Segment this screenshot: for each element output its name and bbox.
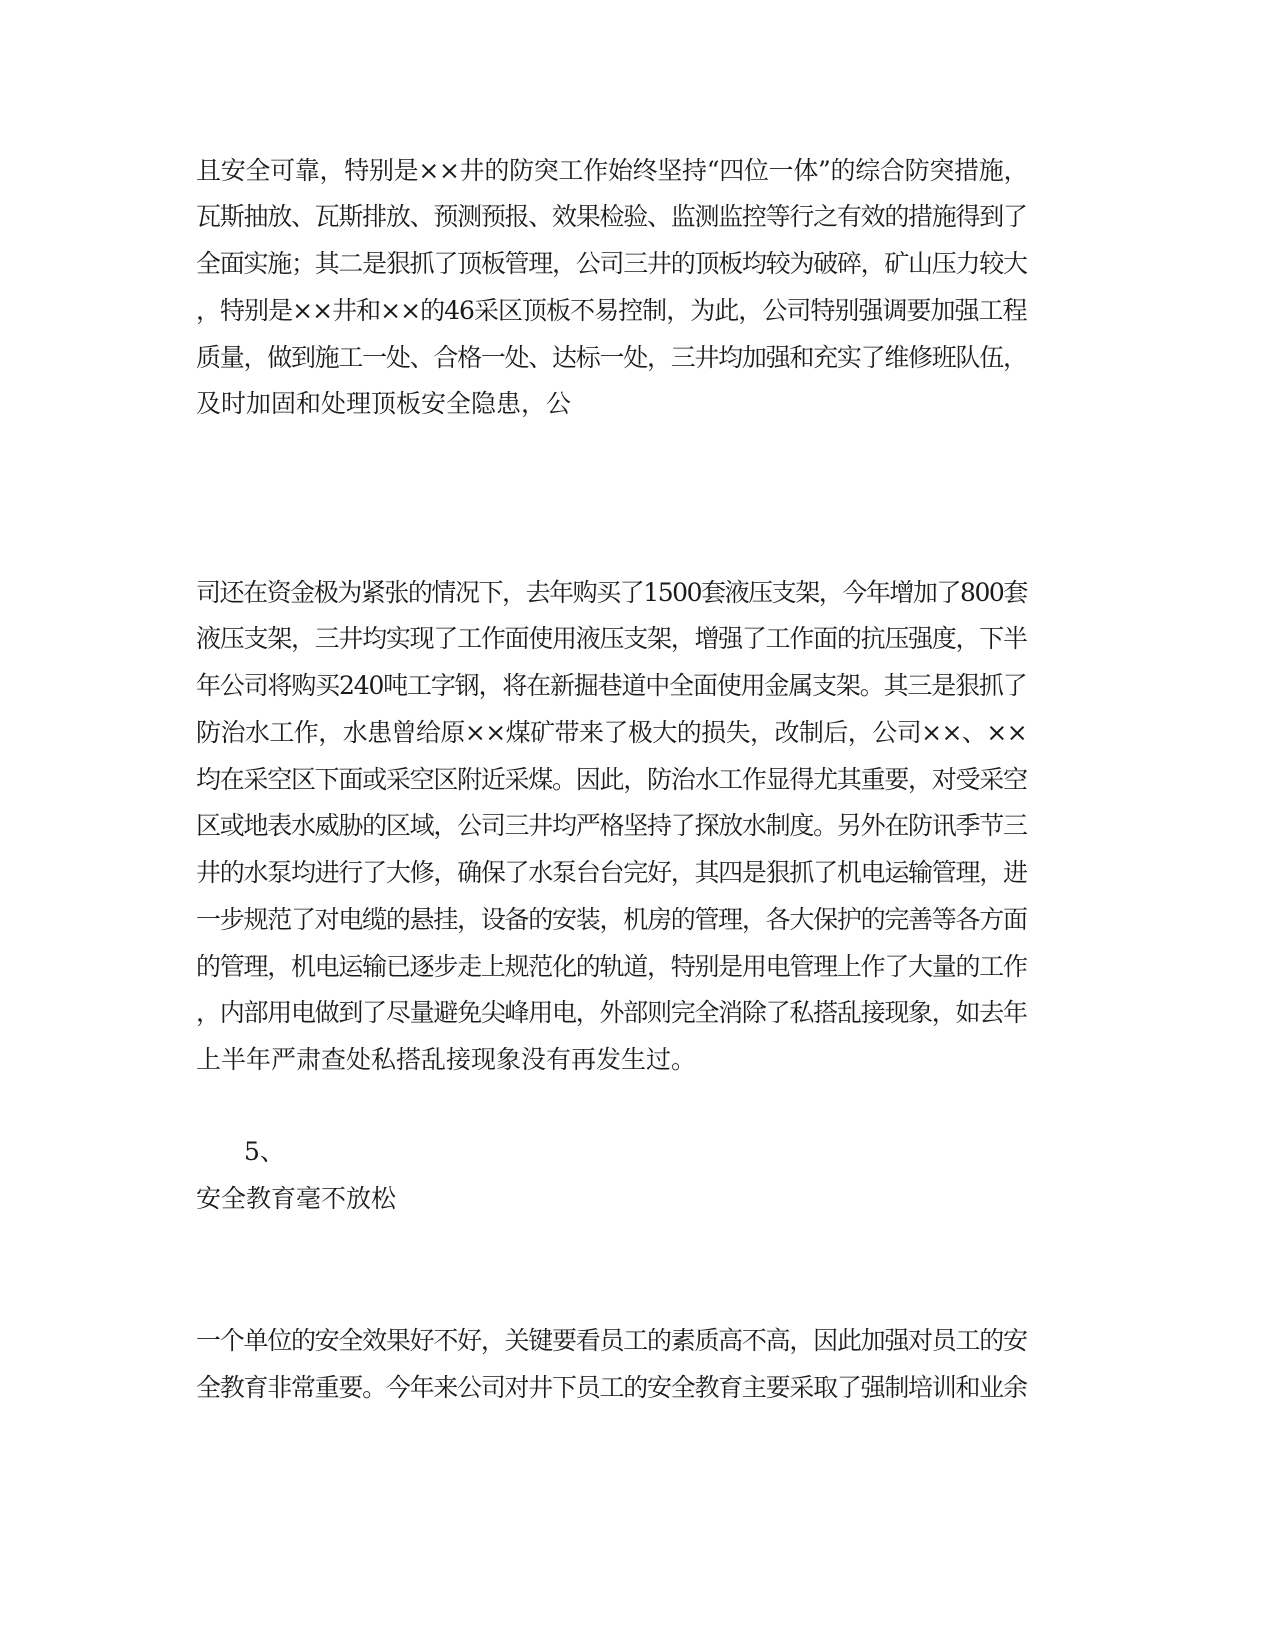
paragraph-2-line-1: 司还在资金极为紧张的情况下，去年购买了1500套液压支架，今年增加了800套 xyxy=(196,578,1027,607)
paragraph-3-line-1: 一个单位的安全效果好不好，关键要看员工的素质高不高，因此加强对员工的安 xyxy=(196,1326,1027,1355)
paragraph-2-line-9: 的管理，机电运输已逐步走上规范化的轨道，特别是用电管理上作了大量的工作 xyxy=(196,952,1027,981)
paragraph-2-line-6: 区或地表水威胁的区域，公司三井均严格坚持了探放水制度。另外在防讯季节三 xyxy=(196,811,1027,840)
paragraph-2-line-8: 一步规范了对电缆的悬挂，设备的安装，机房的管理，各大保护的完善等各方面 xyxy=(196,905,1027,934)
paragraph-2-line-3: 年公司将购买240吨工字钢，将在新掘巷道中全面使用金属支架。其三是狠抓了 xyxy=(196,671,1027,700)
paragraph-2-line-10: ，内部用电做到了尽量避免尖峰用电，外部则完全消除了私搭乱接现象，如去年 xyxy=(196,998,1027,1027)
section-heading: 安全教育毫不放松 xyxy=(196,1184,397,1213)
paragraph-3-line-2: 全教育非常重要。今年来公司对井下员工的安全教育主要采取了强制培训和业余 xyxy=(196,1373,1027,1402)
paragraph-1-line-4: ，特别是××井和××的46采区顶板不易控制，为此，公司特别强调要加强工程 xyxy=(196,296,1027,325)
paragraph-2-line-11: 上半年严肃查处私搭乱接现象没有再发生过。 xyxy=(196,1045,697,1074)
paragraph-1-line-6: 及时加固和处理顶板安全隐患，公 xyxy=(196,389,572,418)
section-number: 5、 xyxy=(244,1137,285,1166)
paragraph-2-line-7: 井的水泵均进行了大修，确保了水泵台台完好，其四是狠抓了机电运输管理，进 xyxy=(196,858,1027,887)
paragraph-1-line-1: 且安全可靠，特别是××井的防突工作始终坚持“四位一体”的综合防突措施， xyxy=(196,156,1029,185)
paragraph-1-line-3: 全面实施；其二是狠抓了顶板管理，公司三井的顶板均较为破碎，矿山压力较大 xyxy=(196,249,1027,278)
paragraph-2-line-2: 液压支架，三井均实现了工作面使用液压支架，增强了工作面的抗压强度，下半 xyxy=(196,624,1027,653)
paragraph-2-line-5: 均在采空区下面或采空区附近采煤。因此，防治水工作显得尤其重要，对受采空 xyxy=(196,765,1027,794)
paragraph-1-line-2: 瓦斯抽放、瓦斯排放、预测预报、效果检验、监测监控等行之有效的措施得到了 xyxy=(196,202,1027,231)
paragraph-2-line-4: 防治水工作，水患曾给原××煤矿带来了极大的损失，改制后，公司××、×× xyxy=(196,718,1028,747)
paragraph-1-line-5: 质量，做到施工一处、合格一处、达标一处，三井均加强和充实了维修班队伍， xyxy=(196,343,1027,372)
